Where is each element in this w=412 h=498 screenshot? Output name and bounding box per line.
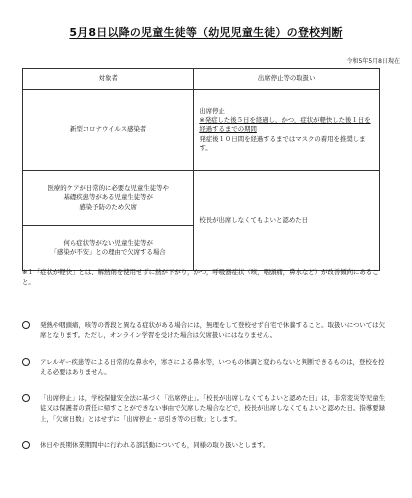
date-label: 令和5年5月8日現在 (346, 58, 400, 65)
table-row (23, 90, 380, 171)
header-target: 対象者 (23, 69, 194, 90)
list-item (22, 357, 386, 378)
bullet-text: 発熱や咽頭痛，咳等の普段と異なる症状がある場合には，無理をして登校せず自宅で休養すること。取扱いについては欠席となります。ただし，オンライン学習を受けた場合は欠席扱いにはなりません。 (40, 321, 385, 340)
row2-target (23, 171, 194, 226)
header-handling: 出席停止等の取扱い (194, 69, 380, 90)
circle-bullet-icon (22, 394, 30, 402)
row1-target: 新型コロナウイルス感染者 (23, 90, 194, 171)
row1-handling-line2: ※発症した後５日を経過し，かつ，症状が軽快した後１日を (199, 116, 371, 125)
row1-handling-line3: 経過するまでの期間 (199, 125, 257, 134)
row3-target-line2: 「感染が不安」との理由で欠席する場合 (50, 248, 166, 256)
row2-target-line3: 感染予防のため欠席 (79, 202, 137, 211)
footnote: ※１「症状が軽快」とは、解熱剤を使用せずに熱が下がり，かつ，呼吸器症状（咳，咽頭痛，鼻水など）が改善傾向にあること。 (22, 268, 379, 286)
bullet-text: 休日や長期休業期間中に行われる部活動についても，同様の取り扱いとします。 (40, 440, 270, 449)
attendance-table (22, 68, 380, 271)
table-header-row (23, 69, 380, 90)
row1-handling-line1: 出席停止 (199, 106, 225, 115)
row2-handling: 校長が出席しなくてもよいと認めた日 (194, 171, 380, 271)
page-title: 5月8日以降の児童生徒等（幼児児童生徒）の登校判断 (69, 26, 343, 39)
list-item (22, 320, 386, 341)
bullet-list (22, 320, 386, 466)
table-row (23, 171, 380, 226)
row1-handling-line4: 発症後１０日間を経過するまではマスクの着用を推奨します。 (199, 134, 366, 152)
circle-bullet-icon (22, 358, 30, 366)
bullet-text: アレルギー疾患等による日常的な鼻水や，寒さによる鼻水等，いつもの体調と変わらないと判断できるものは，登校を控える必要はありません。 (40, 357, 385, 376)
bullet-text: 「出席停止」は，学校保健安全法に基づく「出席停止」。「校長が出席しなくてもよいと認めた日」は，非常変災等児童生徒又は保護者の責任に帰すことができない事由で欠席した場合などで，校長が出席しなくてもよいと認めた日。指導要録上，「欠席日数」とはせずに「出席停止・忌引き等の日数」とします。 (40, 394, 386, 423)
circle-bullet-icon (22, 321, 30, 329)
list-item (22, 440, 386, 450)
row1-handling (194, 90, 380, 171)
list-item (22, 393, 386, 424)
row2-target-line2: 基礎疾患等がある児童生徒等が (63, 193, 153, 202)
row3-target-line1: 何ら症状等がない児童生徒等が (63, 238, 153, 247)
row3-target (23, 226, 194, 271)
circle-bullet-icon (22, 441, 30, 449)
row2-target-line1: 医療的ケアが日常的に必要な児童生徒等や (47, 184, 169, 193)
